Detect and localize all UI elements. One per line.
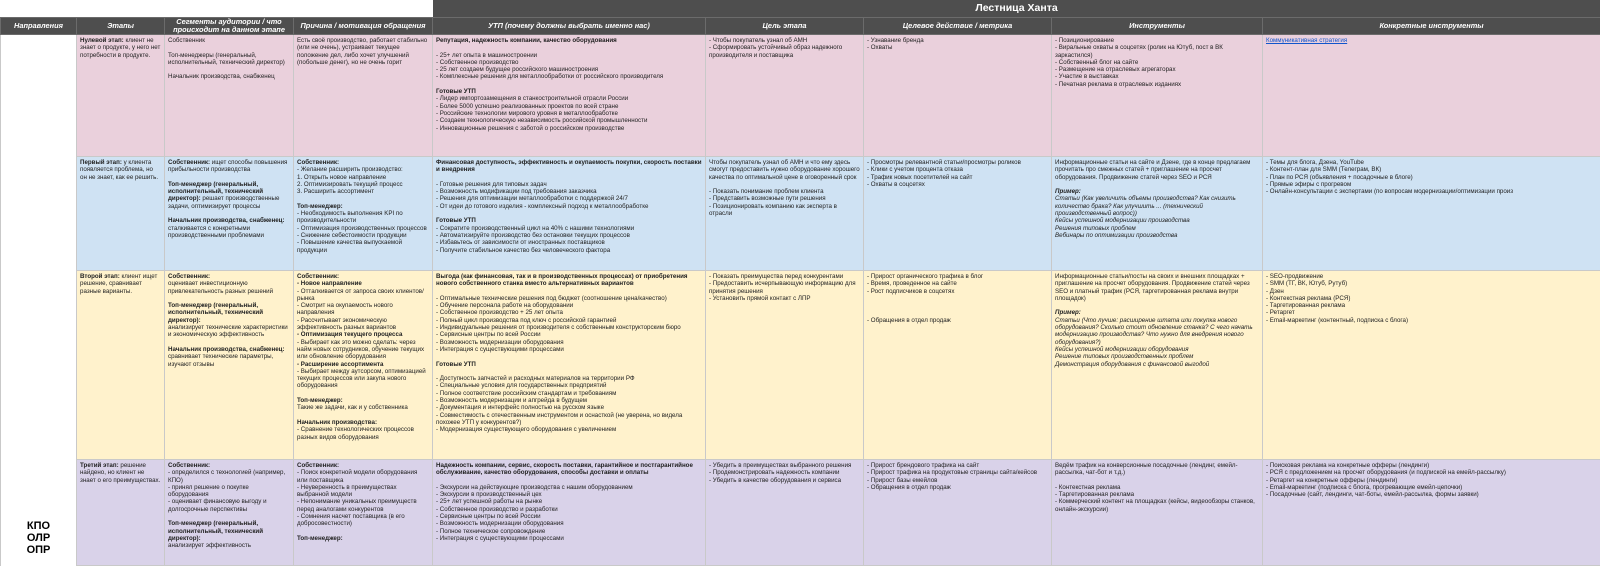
text-run: решение найдено, но клиент не знает о его преимуществах. [80,462,161,484]
cell-line: - Сервисные центры по всей России [436,331,541,339]
cell-line: Чтобы покупатель узнал об АМН и что ему здесь смогут предоставить нужно оборудование хорошего качества по оптимальной цене в оговоренный срок [709,159,862,181]
header-reason[interactable]: Причина / мотивация обращения [294,18,433,35]
cell-line [867,295,1048,302]
cell-line: - Повышение качества выпускаемой продукции [297,239,404,254]
cell-line: - Индивидуальные решения от производителя с собственным конструкторским бюро [436,324,681,332]
cell-line [436,288,702,295]
text-run: решает производственные задачи, оптимизирует процессы [168,195,282,210]
cell-line [168,520,290,542]
cell-line: - План по PCЯ (объявления + посадочные в блоге) [1266,173,1413,181]
cell-line: - Выбирает между аутсорсом, оптимизацией текущих процессов или закупа нового оборудования [297,367,428,390]
cell-line [297,273,429,280]
cell-utp[interactable] [433,460,706,566]
text-run: Статьи (Что лучше: расширение штата или покупка нового оборудования? Сколько стоит обновление станка? С чего начать модернизацию производства? Что нужно для внедрения нового оборудования?) [1055,316,1255,346]
text-run: Собственник: [168,273,211,280]
cell-segments[interactable] [165,460,294,566]
cell-line [297,419,429,426]
cell-line [1055,309,1259,316]
cell-line: - Решения для оптимизации металлообработки с поддержкой 24/7 [436,195,628,203]
header-directions[interactable]: Направления [1,18,77,35]
cell-line [297,397,429,404]
cell-line [1055,477,1259,484]
cell-line: - Продемонстрировать надежность компании [709,469,840,477]
cell-line [1055,188,1259,195]
cell-line: - Таргетированная реклама [1266,302,1346,310]
cell-line: - Установить прямой контакт с ЛПР [709,294,811,302]
cell-line: - Печатная реклама в отраслевых изданиях [1055,80,1182,88]
cell-line [436,273,702,288]
cell-line: - Показать понимание проблем клиента [709,188,824,196]
cell-line: - Собственное производство и разработки [436,505,558,513]
text-run: Репутация, надежность компании, качество оборудования [436,37,617,44]
cell-line: - Email-маркетинг (контентный, подписка с блога) [1266,316,1409,324]
text-run: Собственник: [297,273,340,280]
cell-line [867,309,1048,316]
cell-line [1055,302,1259,309]
cell-line: - Просмотры релевантной статьи/просмотры роликов [867,159,1021,166]
cell-line: - Клики с учетом процента отказа [867,166,963,174]
cell-line: - принял решение о покупке оборудования [168,483,251,499]
text-run: Надежность компании, сервис, скорость поставки, гарантийное и постгарантийное обслуживание, качество оборудования, способы доставки и оплаты [436,462,695,477]
text-run: Выгода (как финансовая, так и в производственных процессах) от приобретения нового собственного станка вместо альтернативных вариантов [436,273,690,288]
cell-line: - Представить возможные пути решения [709,195,826,203]
sheet-title[interactable]: Лестница Ханта [433,0,1600,18]
table-row [1,157,1600,271]
cell-reason[interactable] [294,460,433,566]
cell-line: оценивает инвестиционную привлекательность разных решений [168,280,274,295]
cell-line: - Темы для блога, Дзена, YouTube [1266,159,1364,166]
cell-reason[interactable] [294,271,433,460]
cell-line [80,462,161,484]
cell-line: - Обращения в отдел продаж [867,316,951,324]
cell-line: - Прирост базы емейлов [867,476,938,484]
cell-line: Ведём трафик на конверсионные посадочные (лендинг, емейл-рассылка, чат-бот и т.д.) [1055,462,1238,477]
cell-goal[interactable] [706,157,864,271]
text-run: Топ-менеджер (генеральный, исполнительный, технический директор): [168,520,265,542]
cell-line: - Контекстная реклама [1055,483,1121,491]
cell-line: - оценивает финансовую выгоду и долгосрочные перспективы [168,498,269,513]
cell-line: - SEO-продвижение [1266,273,1324,280]
cell-line [168,295,290,302]
cell-segments[interactable] [165,35,294,157]
text-run: Вебинары по оптимизации производства [1055,231,1178,239]
text-run: Решения типовых проблем [1055,224,1136,232]
cell-line: - Предоставить исчерпывающую информацию для принятия решения [709,280,858,295]
cell-line: - Контекстная реклама (PCЯ) [1266,294,1351,302]
cell-line: - Время, проведенное на сайте [867,280,957,288]
text-run: Кейсы успешной модернизации оборудования [1055,345,1189,353]
cell-utp[interactable] [433,157,706,271]
cell-line: - Собственное производство [436,58,519,66]
cell-line: - Ретаргет [1266,309,1295,317]
cell-line: Есть своё производство, работает стабильно (или не очень), устраивает текущее положение дел, либо хочет улучшений (побольше денег), но не очень горит [297,37,429,66]
cell-line: Информационные статьи на сайте и Дзене, где в конце предлагаем прочитать про смежных статей + приглашение на просчет оборудования. Продвижение статей через SEO и PCЯ [1055,159,1253,181]
cell-line: - Охваты [867,44,893,52]
text-run: - Оптимизация текущего процесса [297,331,403,339]
cell-line: - Оптимизация производственных процессов [297,224,427,232]
cell-line: - Прирост органического трафика в блог [867,273,984,280]
text-run: Готовые УТП [436,360,476,368]
cell-line [80,37,161,59]
header-segments[interactable]: Сегменты аудитории / что происходит на данном этапе [165,18,294,35]
cell-line [436,174,702,181]
cell-line: - Специальные условия для государственных предприятий [436,382,607,390]
cell-line: - Сервисные центры по всей России [436,513,541,521]
text-run: Финансовая доступность, эффективность и окупаемость покупки, скорость поставки и внедрения [436,159,704,174]
cell-line [168,273,290,280]
cell-line: - Лидер импортозамещения в станкостроительной отрасли России [436,95,629,103]
cell-line: Собственник [168,37,205,44]
cell-line: - Экскурсии на действующие производства с нашим оборудованием [436,483,633,491]
cell-line [1266,37,1597,44]
cell-line: - Сравнение технологических процессов разных видов оборудования [297,426,416,441]
cell-line [436,159,702,174]
text-run: Пример: [1055,188,1081,196]
header-row [1,18,1600,35]
cell-line: - Документация и интерфейс полностью на русском языке [436,404,605,412]
cell-specific[interactable] [1263,157,1600,271]
cell-line [297,535,429,542]
text-run: ищет способы повышения прибыльности производства [168,159,290,174]
table-row [1,271,1600,460]
cell-line: - Комплексные решения для металлообработки от российского производителя [436,73,664,81]
cell-line: Информационные статьи/посты на своих и внешних площадках + приглашение на просчет оборудования. Продвижение статей через SEO и платный трафик (PCЯ, таргетированная реклама внутри площадок) [1055,273,1252,302]
cell-specific[interactable] [1263,271,1600,460]
text-run: Решение типовых производственных проблем [1055,353,1194,361]
cell-line [168,513,290,520]
text-run: Начальник производства, снабженец: [168,345,285,353]
cell-line [297,528,429,535]
cell-line: - Позиционирование [1055,37,1115,44]
header-tools[interactable]: Инструменты [1052,18,1263,35]
cell-line [1055,346,1259,353]
cell-line: Такие же задачи, как и у собственника [297,404,408,412]
cell-line [436,81,702,88]
cell-reason[interactable] [294,35,433,157]
cell-utp[interactable] [433,35,706,157]
cell-line [168,159,290,174]
cell-line [1055,317,1259,346]
text-run: Топ-менеджер: [297,534,343,542]
cell-line: - Обучение персонала работе на оборудовании [436,302,574,310]
cell-line: - Трафик новых посетителей на сайт [867,173,973,181]
table-row [1,460,1600,566]
cell-line: - 25 лет создаем будущее российского машиностроения [436,66,599,74]
cell-line: - Желание расширить производство: [297,166,403,174]
cell-line [436,210,702,217]
cell-line [80,273,161,295]
cell-line [168,462,290,469]
header-specific-tools[interactable]: Конкретные инструменты [1263,18,1600,35]
text-run: Топ-менеджер (генеральный, исполнительный, технический директор): [168,302,265,324]
text-run: Третий этап: [80,462,119,469]
cell-line [297,203,429,210]
cell-line: - Необходимость выполнения KPI по производительности [297,210,405,225]
cell-segments[interactable] [165,271,294,460]
cell-line: - Онлайн-консультации с экспертами (по вопросам модернизации/оптимизации произ [1266,188,1514,196]
cell-line: - Модернизация существующего оборудования с увеличением [436,426,617,434]
cell-line [1055,217,1259,224]
cell-line [80,159,161,181]
cell-stage[interactable] [77,460,165,566]
title-spacer [1,0,433,18]
cell-line [1055,232,1259,239]
cell-line: - Возможность модификации под требования заказчика [436,188,597,196]
text-run: Первый этап: [80,159,122,166]
cell-line: - Собственный блог на сайте [1055,58,1139,66]
cell-line: - Отталкивается от запроса своих клиентов/рынка [297,287,424,302]
text-run: Кейсы успешной модернизации производства [1055,217,1190,225]
cell-line: - Интеграция с существующими процессами [436,345,564,353]
cell-line [436,361,702,368]
text-run: Собственник: [297,159,340,166]
cell-line: - Неуверенность в преимуществах выбранной модели [297,483,399,499]
cell-segments[interactable] [165,157,294,271]
cell-line: - Чтобы покупатель узнал об АМН [709,37,808,44]
cell-line: - Прирост брендового трафика на сайт [867,462,980,469]
cell-line: - Возможность модернизации оборудования [436,338,564,346]
cell-line: Начальник производства, снабженец [168,73,275,81]
cell-line [1055,361,1259,368]
cell-line [168,302,290,324]
cell-line: - 25+ лет успешной работы на рынке [436,498,543,506]
cell-stage[interactable] [77,271,165,460]
cell-line: - Охваты в соцсетях [867,180,925,188]
cell-tools[interactable] [1052,157,1263,271]
cell-line: - SMM (ТГ, ВК, Ютуб, Рутуб) [1266,280,1348,288]
cell-line: - Ретаргет на конкретные офферы (лендинги) [1266,476,1398,484]
text-run: Начальник производства, снабженец: [168,217,285,225]
cell-line: - Возможность модернизации оборудования [436,520,564,528]
cell-line: - Автоматизируйте производство без остановки текущих процессов [436,231,630,239]
text-run: Нулевой этап: [80,37,124,44]
cell-line: - Доступность запчастей и расходных материалов на территории РФ [436,375,635,383]
text-run: Собственник: [168,462,211,469]
cell-line: - Email-маркетинг (подписка с блога, прогревающие емейл-цепочки) [1266,483,1463,491]
cell-line: - Интеграция с существующими процессами [436,534,564,542]
cell-tools[interactable] [1052,460,1263,566]
directions-cell[interactable] [1,35,77,566]
cell-line [168,174,290,181]
cell-action[interactable] [864,157,1052,271]
cell-tools[interactable] [1052,271,1263,460]
text-run: - Новое направление [297,280,362,288]
text-run: Пример: [1055,309,1081,317]
cell-line: - Готовые решения для типовых задач [436,180,547,188]
cell-line: - Полный цикл производства под ключ с российской гарантией [436,316,617,324]
cell-line [168,181,290,210]
text-run: Топ-менеджер (генеральный, исполнительный, технический директор): [168,180,265,203]
cell-line: - Виральные охваты в соцсетях (ролик на Ютуб, пост в ВК заркастился) [1055,44,1225,59]
text-run: Собственник: [297,462,340,469]
text-run: клиент ищет решение, сравнивает разные варианты. [80,273,160,295]
table-row [1,35,1600,157]
cell-goal[interactable] [706,35,864,157]
cell-line: анализирует эффективность [168,542,251,550]
cell-line [709,181,860,188]
cell-action[interactable] [864,460,1052,566]
cell-line [436,44,702,51]
cell-line: анализирует технические характеристики и экономическую эффективность [168,324,290,339]
cell-line [1055,225,1259,232]
cell-line: - Убедить в качестве оборудования и сервиса [709,476,842,484]
cell-line: - Таргетированная реклама [1055,491,1135,499]
cell-line [436,217,702,224]
cell-line [168,339,290,346]
cell-line [297,390,429,397]
cell-line: - Непонимание уникальных преимуществ перед аналогами конкурентов [297,498,419,513]
cell-line: 3. Расширить ассортимент [297,188,375,196]
cell-line: - Инновационные решения с заботой о российском производстве [436,124,625,132]
header-goal[interactable]: Цель этапа [706,18,864,35]
cell-line: - определился с технологией (например, КПО) [168,469,287,484]
cell-line: - Контент-план для SMM (Телеграм, ВК) [1266,166,1382,174]
text-run: Топ-менеджер: [297,397,343,405]
cell-line [168,44,290,51]
cell-line [867,302,1048,309]
cell-line: - Размещение на отраслевых агрегаторах [1055,66,1176,74]
cell-line: - Убедить в преимуществах выбранного решения [709,462,852,469]
cell-action[interactable] [864,35,1052,157]
cell-stage[interactable] [77,157,165,271]
cell-line: - Участие в выставках [1055,73,1119,81]
cell-line: - Коммерческий контент на площадках (кейсы, видеообзоры станков, онлайн-экскурсии) [1055,498,1257,513]
cell-line [168,210,290,217]
cell-action[interactable] [864,271,1052,460]
text-run: клиент не знает о продукте, у него нет потребности в продукте. [80,37,163,59]
cell-line: - Посадочные (сайт, лендинги, чат-боты, емейл-рассылка, формы заявки) [1266,491,1479,499]
cell-tools[interactable] [1052,35,1263,157]
text-run: Собственник: [168,159,211,166]
cell-line: - Совместимость с отечественным инструментом и оснасткой (не уверена, но видела похожее УТП у конкурентов?) [436,411,685,426]
header-target-action[interactable]: Целевое действие / метрика [864,18,1052,35]
cell-line: - Прирост трафика на продуктовые страницы сайта/кейсов [867,469,1038,477]
cell-line [436,37,702,44]
cell-line: - Полное соответствие российским стандартам и требованиям [436,389,617,397]
text-run: Топ-менеджер: [297,202,343,210]
cell-line: - Выбирает как это можно сделать: через найм новых сотрудников, обучение текущих или обновление оборудования [297,338,426,361]
cell-line: - Поиск конкретной модели оборудования или поставщика [297,469,420,484]
cell-line [297,159,429,166]
cell-line: Топ-менеджеры (генеральный, исполнительный, технический директор) [168,51,285,66]
cell-line: - Создаем технологическую независимость российской промышленности [436,117,648,125]
cell-line [168,217,290,239]
header-stages[interactable]: Этапы [77,18,165,35]
direction-label: КПО ОЛР ОПР [26,519,51,556]
link-text[interactable]: Коммуникативная стратегия [1266,37,1348,44]
cell-line: - Узнавание бренда [867,37,924,44]
cell-line: 1. Открыть новое направление [297,173,387,181]
text-run: Начальник производства: [297,418,378,426]
cell-goal[interactable] [706,460,864,566]
cell-line: - Смотрит на окупаемость нового направления [297,302,395,317]
cell-line: - 25+ лет опыта в машиностроении [436,51,538,59]
cell-reason[interactable] [294,157,433,271]
cell-line [297,280,429,287]
text-run: Второй этап: [80,273,120,280]
cell-line: - Получите стабильное качество без человеческого фактора [436,246,611,254]
text-run: - Расширение ассортимента [297,360,384,368]
text-run: сталкивается с конкретными производственными проблемами [168,217,287,239]
cell-line: 2. Оптимизировать текущий процесс [297,180,403,188]
text-run: Готовые УТП [436,88,476,96]
cell-specific[interactable] [1263,35,1600,157]
text-run: Готовые УТП [436,217,476,225]
cell-line: - Позиционировать компанию как эксперта в отрасли [709,202,839,218]
cell-line: - Экскурсии в производственный цех [436,491,542,499]
cell-line [297,195,429,202]
cell-line: - Сомнения насчет поставщика (в его добросовестности) [297,513,407,528]
text-run: Статьи (Как увеличить объемы производства? Как снизить количество брака? Как улучшить ... (технический производственный вопрос)) [1055,195,1238,218]
cell-line [297,462,429,469]
cell-line: - Рост подписчиков в соцсетях [867,287,955,295]
text-run: у клиента появляется проблема, но он не знает, как ее решить. [80,159,159,181]
cell-goal[interactable] [706,271,864,460]
cell-line: - Собственное производство + 25 лет опыта [436,309,563,317]
cell-line: - Оптимальные технические решения под бюджет (соотношение цена/качество) [436,294,667,302]
cell-line [297,331,429,338]
cell-line: - Дзен [1266,287,1284,295]
cell-line [297,361,429,368]
cell-line [436,88,702,95]
cell-line [436,462,702,477]
cell-line: - От идеи до готового изделия - комплексный подход к металлообработке [436,202,649,210]
cell-line [436,477,702,484]
cell-line: - Снижение себестоимости продукции [297,231,407,239]
cell-line: - Поисковая реклама на конкретные офферы (лендинги) [1266,462,1430,469]
cell-line: - Сократите производственный цикл на 40% с нашими технологиями [436,224,635,232]
cell-line: - Обращения в отдел продаж [867,483,951,491]
cell-line: - Избавьтесь от зависимости от иностранных поставщиков [436,239,605,247]
cell-line [1055,353,1259,360]
cell-line: - Сформировать устойчивый образ надежного производителя и поставщика [709,44,844,59]
cell-line: - Показать преимущества перед конкурентами [709,273,844,280]
cell-line: - Более 5000 успешно реализованных проектов по всей стране [436,102,619,110]
cell-line [168,346,290,353]
cell-line: - Российские технологии мирового уровня в металлообработке [436,109,618,117]
cell-line [1055,181,1259,188]
cell-line [436,353,702,360]
cell-line [168,66,290,73]
cell-line: - PCЯ с предложением на просчет оборудования (и подпиской на емейл-рассылку) [1266,469,1506,477]
cell-specific[interactable] [1263,460,1600,566]
cell-utp[interactable] [433,271,706,460]
cell-line: - Возможность модернизации и апгрейда в будущем [436,397,588,405]
cell-line: - Прямые эфиры с прогревом [1266,180,1352,188]
cell-stage[interactable] [77,35,165,157]
cell-line: - Полное техническое сопровождение [436,527,546,535]
header-utp[interactable]: УТП (почему должны выбрать именно нас) [433,18,706,35]
cell-line: - Рассчитывает экономическую эффективность разных вариантов [297,316,397,332]
text-run: Демонстрация оборудования с финансовой выгодой [1055,360,1210,368]
cell-line [436,368,702,375]
cell-line [297,412,429,419]
cell-line: сравнивает технические параметры, изучают отзывы [168,353,276,368]
cell-line [1055,195,1259,217]
